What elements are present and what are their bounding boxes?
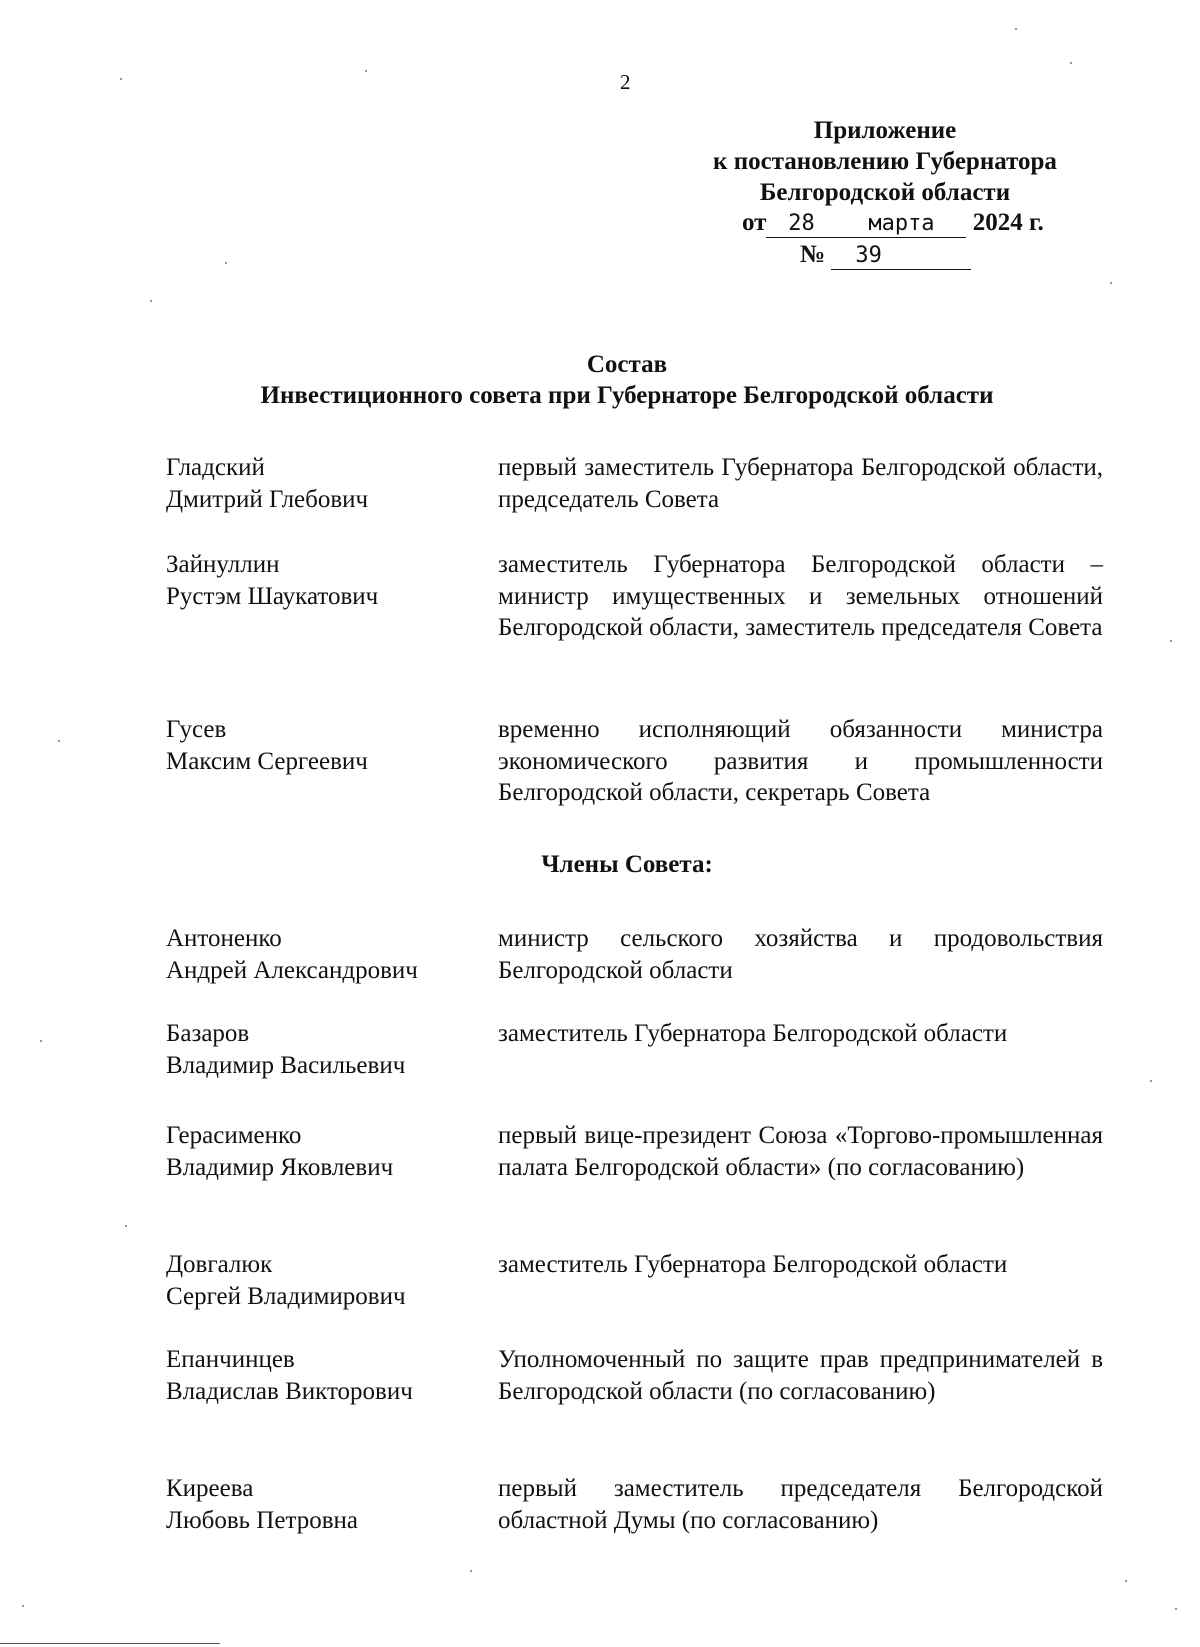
member-role: заместитель Губернатора Белгородской области [498,1251,1008,1278]
member-name [166,923,466,986]
list-item [166,1249,1103,1315]
scan-speck [225,262,227,264]
member-surname: Довгалюк [166,1251,273,1278]
list-item [166,549,1103,679]
member-role: первый вице-президент Союза «Торгово-промышленная палата Белгородской области» (по согласованию) [498,1122,1103,1181]
members-heading: Члены Совета: [541,851,713,878]
scan-speck [1125,1580,1127,1582]
list-item [166,1473,1103,1539]
member-role: временно исполняющий обязанности министра экономического развития и промышленности Белгородской области, секретарь Совета [498,716,1103,806]
member-name [166,1473,466,1536]
member-given-name: Владимир Яковлевич [166,1153,394,1181]
scan-speck [1070,62,1072,64]
appendix-region: Белгородской области [759,179,1011,206]
member-surname: Зайнуллин [166,551,280,578]
scan-speck [1150,1080,1152,1082]
member-role: первый заместитель Губернатора Белгородской области, председатель Совета [498,454,1103,513]
member-given-name: Максим Сергеевич [166,747,368,775]
list-item [166,1018,1103,1084]
list-item [166,923,1103,989]
list-item [166,1120,1103,1218]
date-prefix: от [742,209,767,236]
member-name [166,1249,466,1312]
member-name [166,452,466,515]
member-given-name: Дмитрий Глебович [166,485,369,513]
date-day: 28 [766,211,836,238]
decree-number [800,241,971,270]
scan-speck [120,78,122,80]
member-name [166,1018,466,1081]
member-given-name: Владислав Викторович [166,1377,413,1405]
page-number: 2 [620,70,631,94]
number-prefix: № [800,241,826,268]
appendix-title: Приложение [813,117,957,144]
member-role: заместитель Губернатора Белгородской области – министр имущественных и земельных отношений Белгородской области, заместитель председателя Совета [498,551,1103,641]
member-surname: Герасименко [166,1122,302,1149]
scan-speck [58,740,60,742]
member-role: заместитель Губернатора Белгородской области [498,1020,1008,1047]
member-surname: Епанчинцев [166,1346,295,1373]
member-surname: Гладский [166,454,265,481]
scan-speck [365,70,367,72]
member-name [166,549,466,612]
list-item [166,452,1103,518]
scan-speck [470,1570,472,1572]
member-surname: Гусев [166,716,227,743]
number-value: 39 [831,243,971,270]
date-year: 2024 г. [972,209,1044,236]
member-name [166,1120,466,1183]
appendix-reference: к постановлению Губернатора [713,148,1057,175]
member-surname: Киреева [166,1475,254,1502]
document-title [0,349,1200,411]
list-item [166,714,1103,812]
title-line-2: Инвестиционного совета при Губернаторе Белгородской области [260,382,994,409]
scan-speck [1015,28,1017,30]
member-name [166,714,466,777]
member-given-name: Сергей Владимирович [166,1282,406,1310]
member-name [166,1344,466,1407]
scan-speck [22,1605,24,1607]
scan-edge-line [0,1643,220,1644]
member-given-name: Андрей Александрович [166,956,418,984]
scan-speck [1175,1608,1177,1610]
scan-speck [40,1040,42,1042]
member-given-name: Владимир Васильевич [166,1051,406,1079]
list-item [166,1344,1103,1442]
scan-speck [150,300,152,302]
appendix-header [690,115,1080,208]
decree-date [742,209,1044,238]
title-line-1: Состав [586,351,668,378]
member-given-name: Рустэм Шаукатович [166,582,379,610]
scan-speck [1110,282,1112,284]
member-role: Уполномоченный по защите прав предпринимателей в Белгородской области (по согласованию) [498,1346,1103,1405]
scan-speck [125,1225,127,1227]
scan-speck [1170,640,1172,642]
member-surname: Базаров [166,1020,250,1047]
date-month: марта [836,211,966,238]
member-role: министр сельского хозяйства и продовольствия Белгородской области [498,925,1103,984]
member-surname: Антоненко [166,925,282,952]
member-role: первый заместитель председателя Белгородской областной Думы (по согласованию) [498,1475,1103,1534]
member-given-name: Любовь Петровна [166,1506,358,1534]
